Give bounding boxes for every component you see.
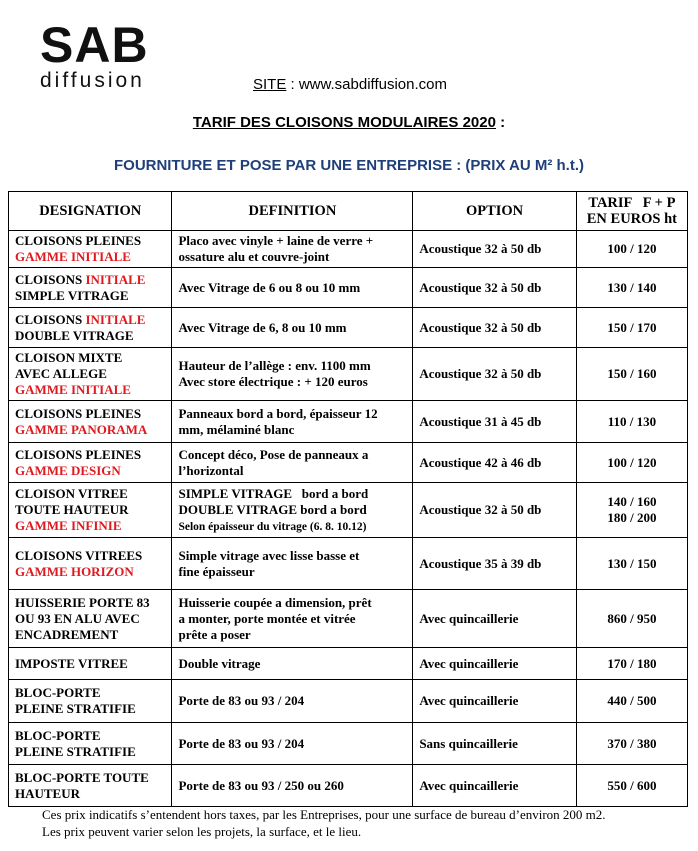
option-cell: Acoustique 31 à 45 db — [413, 401, 576, 443]
price-cell: 150 / 170 — [576, 308, 687, 348]
header-definition: DEFINITION — [172, 192, 413, 231]
footnote-line1: Ces prix indicatifs s’entendent hors taxes, par les Entreprises, pour une surface de bureau d’environ 200 m2. — [42, 807, 606, 822]
site-url: : www.sabdiffusion.com — [286, 76, 447, 93]
designation-cell: BLOC-PORTE PLEINE STRATIFIE — [9, 723, 172, 765]
designation-cell: CLOISONS VITREES GAMME HORIZON — [9, 538, 172, 590]
option-cell: Sans quincaillerie — [413, 723, 576, 765]
definition-cell: Concept déco, Pose de panneaux a l’horizontal — [172, 443, 413, 483]
definition-cell: SIMPLE VITRAGE bord a bord DOUBLE VITRAGE bord a bord Selon épaisseur du vitrage (6. 8. 10.12) — [172, 483, 413, 538]
table-row — [9, 308, 688, 348]
price-cell: 110 / 130 — [576, 401, 687, 443]
table-row — [9, 268, 688, 308]
definition-cell: Panneaux bord a bord, épaisseur 12 mm, mélaminé blanc — [172, 401, 413, 443]
header-tarif-line2: EN EUROS ht — [586, 211, 678, 227]
definition-cell: Avec Vitrage de 6, 8 ou 10 mm — [172, 308, 413, 348]
price-cell: 140 / 160 180 / 200 — [576, 483, 687, 538]
site-label: SITE — [253, 76, 287, 93]
page-title-text: TARIF DES CLOISONS MODULAIRES 2020 — [192, 114, 496, 131]
option-cell: Acoustique 32 à 50 db — [413, 268, 576, 308]
designation-cell: CLOISONS PLEINES GAMME INITIALE — [9, 231, 172, 268]
option-cell: Avec quincaillerie — [413, 590, 576, 648]
table-row — [9, 723, 688, 765]
header-tarif — [576, 192, 687, 231]
definition-cell: Huisserie coupée a dimension, prêt a monter, porte montée et vitrée prête a poser — [172, 590, 413, 648]
table-header-row — [9, 192, 688, 231]
table-row — [9, 765, 688, 807]
table-row — [9, 483, 688, 538]
designation-cell: HUISSERIE PORTE 83 OU 93 EN ALU AVEC ENCADREMENT — [9, 590, 172, 648]
option-cell: Acoustique 32 à 50 db — [413, 308, 576, 348]
price-cell: 100 / 120 — [576, 443, 687, 483]
table-row — [9, 401, 688, 443]
header-option: OPTION — [413, 192, 576, 231]
table-row — [9, 443, 688, 483]
option-cell: Avec quincaillerie — [413, 765, 576, 807]
definition-cell: Simple vitrage avec lisse basse et fine épaisseur — [172, 538, 413, 590]
price-cell: 130 / 140 — [576, 268, 687, 308]
definition-cell: Porte de 83 ou 93 / 250 ou 260 — [172, 765, 413, 807]
header-tarif-line1: TARIF F + P — [588, 195, 676, 211]
footnote — [42, 806, 606, 840]
price-cell: 860 / 950 — [576, 590, 687, 648]
designation-cell: CLOISONS INITIALE DOUBLE VITRAGE — [9, 308, 172, 348]
table-row — [9, 648, 688, 680]
logo-wordmark: SAB — [40, 17, 149, 73]
page-title — [0, 114, 698, 131]
designation-cell: CLOISON MIXTE AVEC ALLEGE GAMME INITIALE — [9, 348, 172, 401]
designation-cell: IMPOSTE VITREE — [9, 648, 172, 680]
sab-diffusion-logo — [40, 17, 165, 92]
option-cell: Avec quincaillerie — [413, 648, 576, 680]
table-row — [9, 680, 688, 723]
option-cell: Acoustique 32 à 50 db — [413, 231, 576, 268]
option-cell: Avec quincaillerie — [413, 680, 576, 723]
table-row — [9, 231, 688, 268]
designation-cell: BLOC-PORTE TOUTE HAUTEUR — [9, 765, 172, 807]
price-cell: 100 / 120 — [576, 231, 687, 268]
designation-cell: CLOISONS INITIALE SIMPLE VITRAGE — [9, 268, 172, 308]
price-cell: 130 / 150 — [576, 538, 687, 590]
table-row — [9, 590, 688, 648]
definition-cell: Double vitrage — [172, 648, 413, 680]
price-cell: 440 / 500 — [576, 680, 687, 723]
definition-cell: Placo avec vinyle + laine de verre + ossature alu et couvre-joint — [172, 231, 413, 268]
price-cell: 370 / 380 — [576, 723, 687, 765]
header-designation: DESIGNATION — [9, 192, 172, 231]
designation-cell: CLOISONS PLEINES GAMME DESIGN — [9, 443, 172, 483]
site-line — [253, 76, 447, 93]
definition-cell: Hauteur de l’allège : env. 1100 mm Avec store électrique : + 120 euros — [172, 348, 413, 401]
page-subtitle: FOURNITURE ET POSE PAR UNE ENTREPRISE : (PRIX AU M² h.t.) — [113, 157, 585, 174]
option-cell: Acoustique 35 à 39 db — [413, 538, 576, 590]
definition-cell: Avec Vitrage de 6 ou 8 ou 10 mm — [172, 268, 413, 308]
table-row — [9, 538, 688, 590]
option-cell: Acoustique 42 à 46 db — [413, 443, 576, 483]
tariff-table — [8, 191, 688, 807]
option-cell: Acoustique 32 à 50 db — [413, 348, 576, 401]
table-row — [9, 348, 688, 401]
footnote-line2: Les prix peuvent varier selon les projets, la surface, et le lieu. — [42, 824, 362, 839]
price-cell: 550 / 600 — [576, 765, 687, 807]
option-cell: Acoustique 32 à 50 db — [413, 483, 576, 538]
definition-cell: Porte de 83 ou 93 / 204 — [172, 680, 413, 723]
price-cell: 170 / 180 — [576, 648, 687, 680]
designation-cell: CLOISONS PLEINES GAMME PANORAMA — [9, 401, 172, 443]
page-title-suffix: : — [495, 114, 506, 131]
definition-cell: Porte de 83 ou 93 / 204 — [172, 723, 413, 765]
designation-cell: CLOISON VITREE TOUTE HAUTEUR GAMME INFINIE — [9, 483, 172, 538]
designation-cell: BLOC-PORTE PLEINE STRATIFIE — [9, 680, 172, 723]
logo-subtitle: diffusion — [40, 69, 145, 92]
price-cell: 150 / 160 — [576, 348, 687, 401]
